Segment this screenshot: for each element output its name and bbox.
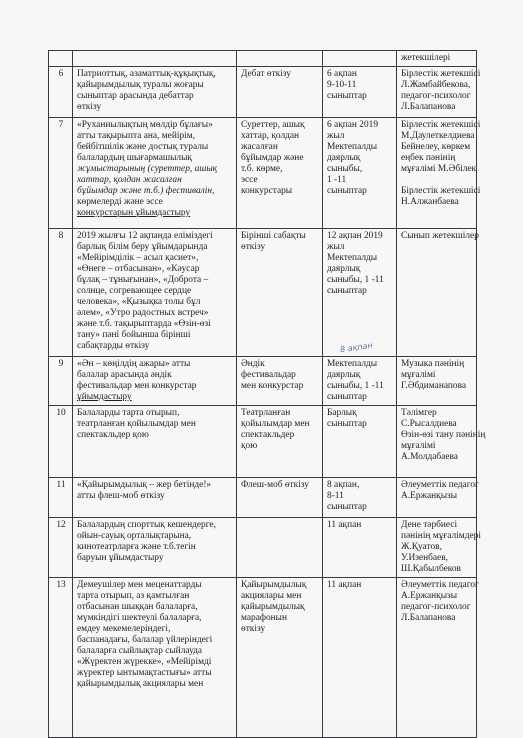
cell-line: көрмелерді және эссе <box>77 197 163 207</box>
date-cell <box>323 518 397 578</box>
event-cell <box>73 67 237 118</box>
cell-line: өткізу <box>241 242 266 252</box>
form-cell <box>237 357 323 406</box>
table-row <box>49 118 477 229</box>
cell-line: мен конкурстар <box>241 381 304 391</box>
event-cell <box>73 478 237 518</box>
cell-line: педагог-психолог <box>401 91 471 101</box>
cell-line: барлық білім беру ұйымдарында <box>77 242 208 252</box>
responsible-cell <box>397 118 481 229</box>
responsible-cell <box>397 406 486 478</box>
cell-line: ойын-сауық орталықтарына, <box>77 531 192 541</box>
cell-line: бұйымдар және т.б.) фестивалін, <box>77 186 215 196</box>
cell-line: пәнінің мұғалімдері <box>401 531 481 541</box>
cell-line: сабақтарды өткізу <box>77 341 150 351</box>
date-cell <box>323 229 397 357</box>
cell-line: «Жүректен жүрекке», «Мейірімді <box>77 657 212 667</box>
cell-line: 8-11 <box>327 491 344 501</box>
cell-line: отбасынан шыққан балаларға, <box>77 602 198 612</box>
cell-line: сыныптар <box>327 186 367 196</box>
form-cell <box>237 518 323 578</box>
cell-line: человека», «Қызықка толы бұл <box>77 297 201 307</box>
date-cell <box>323 357 397 406</box>
cell-line: Әлеуметтік педагог <box>401 580 479 590</box>
responsible-cell <box>397 518 481 578</box>
events-table-body <box>49 51 486 738</box>
cell-line: фестивальдар мен конкурстар <box>77 381 197 391</box>
cell-line: Бірінші сабақты <box>241 231 306 241</box>
cell-line: сыныбы, 1 -11 <box>327 381 384 391</box>
row-number-cell <box>49 51 73 67</box>
responsible-cell <box>397 67 481 118</box>
cell-line: Ж.Қуатов, <box>401 542 442 552</box>
cell-line: А.Ержанқызы <box>401 591 458 601</box>
table-row <box>49 518 477 578</box>
row-number: 7 <box>58 120 64 130</box>
cell-line: Музыка пәнінің <box>401 359 465 369</box>
cell-line: 11 ақпан <box>327 580 362 590</box>
cell-line: қойылымдар мен <box>241 419 310 429</box>
table-row <box>49 406 477 478</box>
date-cell <box>323 51 397 67</box>
cell-line: 1 -11 <box>327 175 347 185</box>
cell-line: жыл <box>327 242 345 252</box>
cell-line: даярлық <box>327 264 361 274</box>
cell-line: 9-10-11 <box>327 80 357 90</box>
row-number-cell <box>49 118 73 229</box>
date-cell <box>323 67 397 118</box>
cell-line: «Руханиылықтың мөлдір бұлағы» <box>77 120 213 130</box>
cell-line: даярлық <box>327 370 361 380</box>
cell-line: Әлеуметтік педагог <box>401 480 479 490</box>
row-number-cell <box>49 578 73 738</box>
cell-line: қайырымдылық акциялары мен <box>77 679 204 689</box>
cell-line: Бейнелеу, көркем <box>401 142 471 152</box>
cell-line: Балаларды тарта отырып, <box>77 408 180 418</box>
row-number-cell <box>49 518 73 578</box>
cell-line: Суреттер, ашық <box>241 120 305 130</box>
row-number: 9 <box>58 359 64 369</box>
cell-line: жұмыстарының (суреттер, ашық <box>77 164 218 174</box>
cell-line: хаттар, қолдан жасалған <box>77 175 182 185</box>
cell-line: сыныбы, <box>327 164 363 174</box>
cell-line: Ш.Қабылбеков <box>401 564 461 574</box>
table-row <box>49 478 477 518</box>
date-cell <box>323 406 397 478</box>
cell-line: баспанадағы, балалар үйлеріндегі <box>77 635 213 645</box>
event-cell <box>73 578 237 738</box>
cell-line: қайырымдылық туралы жоғары <box>77 80 204 90</box>
cell-line: даярлық <box>327 153 361 163</box>
cell-line: сыныбы, 1 -11 <box>327 275 384 285</box>
cell-line: қайырымдылық <box>241 602 305 612</box>
cell-line: акциялары мен <box>241 591 302 601</box>
event-cell <box>73 118 237 229</box>
row-number: 11 <box>56 480 66 490</box>
row-number: 12 <box>56 520 66 530</box>
event-cell <box>73 51 237 67</box>
form-cell <box>237 229 323 357</box>
cell-line: педагог-психолог <box>401 602 471 612</box>
cell-line: Сынып жетекшілер <box>401 231 479 241</box>
cell-line: спектакльдер <box>241 430 295 440</box>
row-number-cell <box>49 67 73 118</box>
cell-line: кинотеатрларға және т.б.тегін <box>77 542 196 552</box>
cell-line: жыл <box>327 131 345 141</box>
cell-line: еңбек пәнінің <box>401 153 456 163</box>
event-cell <box>73 357 237 406</box>
cell-line: Л.Жамбайбекова, <box>401 80 471 90</box>
table-row <box>49 229 477 357</box>
cell-line: өткізу <box>241 624 266 634</box>
cell-line: баруын ұйымдастыру <box>77 553 164 563</box>
cell-line: Қайырымдылық <box>241 580 307 590</box>
responsible-cell <box>397 229 477 357</box>
cell-line: Демеушілер мен меценаттарды <box>77 580 202 590</box>
row-number-cell <box>49 357 73 406</box>
cell-line: Л.Балапанова <box>401 102 456 112</box>
responsible-cell <box>397 51 477 67</box>
cell-line: т.б. көрме, <box>241 164 283 174</box>
cell-line: сыныптар <box>327 502 367 512</box>
cell-line: 6 ақпан 2019 <box>327 120 379 130</box>
cell-line: Мектепалды <box>327 142 378 152</box>
cell-line: сыныптар <box>327 91 367 101</box>
cell-line: өткізу <box>77 102 102 112</box>
cell-line: тарта отырып, аз қамтылған <box>77 591 190 601</box>
cell-line: Бірлестік жетекшісі <box>401 120 481 130</box>
cell-line: мұғалімі <box>401 441 436 451</box>
cell-line: «Мейірімділік – асыл қасиет», <box>77 253 199 263</box>
cell-line: жүректер ынтымақтастығы» атты <box>77 668 212 678</box>
cell-line: 8 ақпан, <box>327 480 360 490</box>
cell-line: М.Даулеткелдиева <box>401 131 475 141</box>
cell-line: бейбітшілік және достық туралы <box>77 142 209 152</box>
row-number-cell <box>49 229 73 357</box>
cell-line: конкурстарын ұйымдастыру <box>77 208 191 218</box>
cell-line: ұйымдастыру <box>77 392 132 402</box>
table-row <box>49 578 477 738</box>
cell-line: Л.Балапанова <box>401 613 456 623</box>
cell-line: сыныптар арасында дебаттар <box>77 91 194 101</box>
cell-line: 2019 жылғы 12 ақпанда еліміздегі <box>77 231 213 241</box>
cell-line: атты флеш-моб өткізу <box>77 491 165 501</box>
form-cell <box>237 67 323 118</box>
blank-line <box>401 175 473 186</box>
form-cell <box>237 51 323 67</box>
cell-line: Әндік <box>241 359 265 369</box>
cell-line: сыныптар <box>327 419 367 429</box>
cell-line: мүмкіндігі шектеулі балаларға, <box>77 613 202 623</box>
table-row <box>49 357 477 406</box>
cell-line: Барлық <box>327 408 357 418</box>
cell-line: мұғалімі М.Әбілек <box>401 164 477 174</box>
cell-line: эссе <box>241 175 258 185</box>
date-cell <box>323 478 397 518</box>
cell-line: Г.Әбдиманапова <box>401 381 467 391</box>
cell-line: 11 ақпан <box>327 520 362 530</box>
cell-line: 6 ақпан <box>327 69 357 79</box>
cell-line: әлем», «Утро радостных встреч» <box>77 308 209 318</box>
form-cell <box>237 478 323 518</box>
form-cell <box>237 118 323 229</box>
row-number: 8 <box>58 231 64 241</box>
form-cell <box>237 578 323 738</box>
cell-line: Тәлімгер <box>401 408 437 418</box>
cell-line: Театрланған <box>241 408 291 418</box>
cell-line: Патриоттық, азаматтық-құқықтық, <box>77 69 216 79</box>
cell-line: Дебат өткізу <box>241 69 291 79</box>
cell-line: Мектепалды <box>327 253 378 263</box>
table-row <box>49 67 477 118</box>
responsible-cell <box>397 578 477 738</box>
responsible-cell <box>397 357 477 406</box>
cell-line: Бірлестік жетекшісі <box>401 186 481 196</box>
events-table <box>48 50 486 738</box>
form-cell <box>237 406 323 478</box>
event-cell <box>73 518 237 578</box>
cell-line: Мектепалды <box>327 359 378 369</box>
event-cell <box>73 229 237 357</box>
cell-line: Өзін-өзі тану пәнінің <box>401 430 486 440</box>
responsible-cell <box>397 478 477 518</box>
cell-line: балалар арасында әндік <box>77 370 172 380</box>
event-cell <box>73 406 237 478</box>
table-row <box>49 51 477 67</box>
cell-line: марафонын <box>241 613 287 623</box>
cell-line: хаттар, қолдан <box>241 131 300 141</box>
cell-line: А.Молдабаева <box>401 452 458 462</box>
row-number: 13 <box>56 580 66 590</box>
cell-line: және т.б. тақырыптарда «Өзін-өзі <box>77 319 211 329</box>
cell-line: Флеш-моб өткізу <box>241 480 309 490</box>
cell-line: сыныптар <box>327 286 367 296</box>
cell-line: С.Рысалдиева <box>401 419 457 429</box>
cell-line: спектакльдер қою <box>77 430 149 440</box>
cell-line: балаларға сыйлықтар сыйлауда <box>77 646 203 656</box>
cell-line: 12 ақпан 2019 <box>327 231 383 241</box>
cell-line: емдеу мекемелеріндегі, <box>77 624 171 634</box>
cell-line: жетекшілері <box>401 53 451 63</box>
cell-line: Н.Алжанбаева <box>401 197 459 207</box>
row-number-cell <box>49 478 73 518</box>
row-number: 10 <box>56 408 66 418</box>
cell-line: атты тақырыпта ана, мейірім, <box>77 131 196 141</box>
cell-line: сыныптар <box>327 392 367 402</box>
cell-line: «Қайырымдылық – жер бетінде!» <box>77 480 212 490</box>
cell-line: А.Ержанқызы <box>401 491 458 501</box>
cell-line: «Ән – көңілдің ажары» атты <box>77 359 191 369</box>
cell-line: жасалған <box>241 142 278 152</box>
cell-line: фестивальдар <box>241 370 296 380</box>
cell-line: Балалардың спорттық кешендерге, <box>77 520 216 530</box>
cell-line: Бірлестік жетекшісі <box>401 69 481 79</box>
cell-line: қою <box>241 441 258 451</box>
cell-line: бұлақ – тұнығынан», «Доброта – <box>77 275 209 285</box>
cell-line: конкурстары <box>241 186 293 196</box>
cell-line: Дене тәрбиесі <box>401 520 458 530</box>
cell-line: бұйымдар және <box>241 153 304 163</box>
cell-line: солнце, согревающее сердце <box>77 286 192 296</box>
cell-line: «Өнеге – отбасынан», «Кәусар <box>77 264 200 274</box>
date-cell <box>323 118 397 229</box>
row-number-cell <box>49 406 73 478</box>
handwritten-note: 8 ақпан <box>339 340 374 355</box>
cell-line: мұғалімі <box>401 370 436 380</box>
cell-line: У.Изенбаев, <box>401 553 448 563</box>
row-number: 6 <box>58 69 64 79</box>
cell-line: балалардың шығармашылық <box>77 153 192 163</box>
date-cell <box>323 578 397 738</box>
cell-line: театрланған қойылымдар мен <box>77 419 196 429</box>
cell-line: тану» пәні бойынша бірінші <box>77 330 191 340</box>
